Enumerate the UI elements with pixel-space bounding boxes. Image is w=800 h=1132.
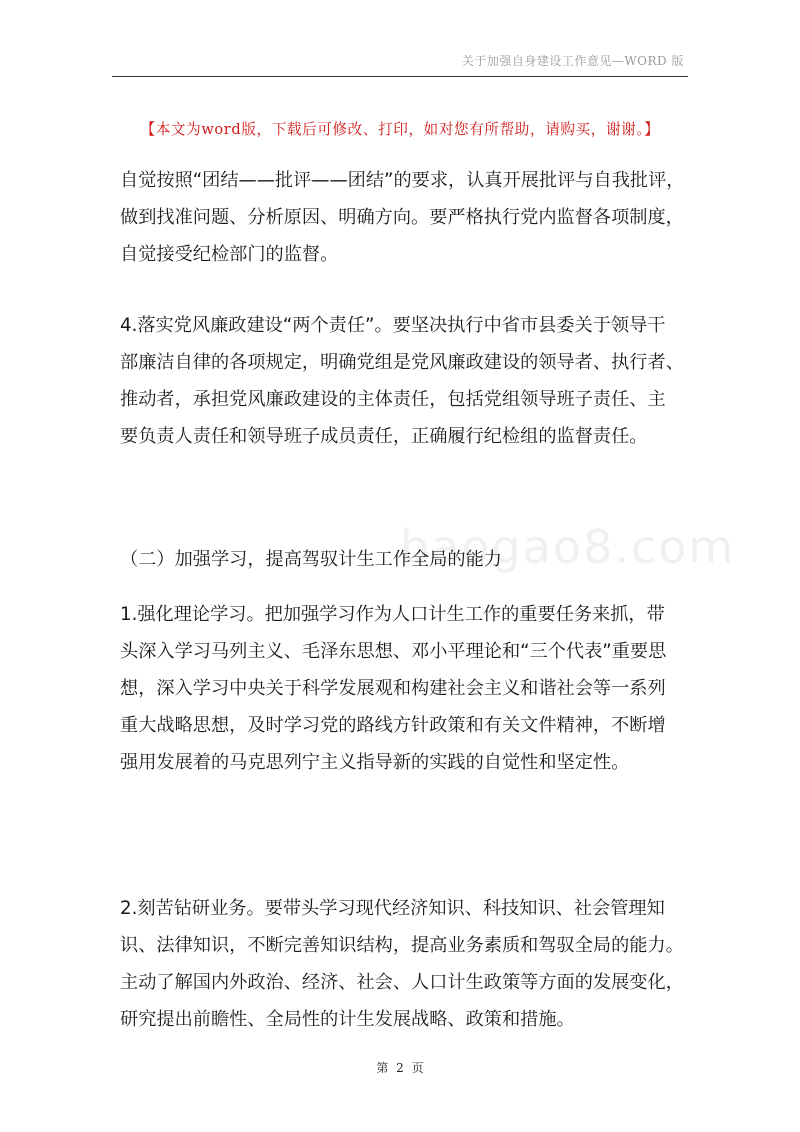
header-title: 关于加强自身建设工作意见—WORD 版 [461, 54, 684, 68]
section-heading: （二）加强学习，提高驾驭计生工作全局的能力 [120, 549, 502, 570]
text-line: 要负责人责任和领导班子成员责任，正确履行纪检组的监督责任。 [120, 426, 648, 447]
text-line: 强用发展着的马克思列宁主义指导新的实践的自觉性和坚定性。 [120, 752, 630, 773]
footer-suffix: 页 [411, 1061, 424, 1075]
text-line: 推动者，承担党风廉政建设的主体责任，包括党组领导班子责任、主 [120, 389, 666, 410]
text-line: 主动了解国内外政治、经济、社会、人口计生政策等方面的发展变化， [120, 972, 684, 993]
text-line: 2.刻苦钻研业务。要带头学习现代经济知识、科技知识、社会管理知 [120, 898, 665, 919]
text-line: 头深入学习马列主义、毛泽东思想、邓小平理论和“三个代表”重要思 [120, 641, 667, 662]
paragraph-business-study [120, 890, 690, 1038]
page-header [112, 52, 688, 77]
text-line: 部廉洁自律的各项规定，明确党组是党风廉政建设的领导者、执行者、 [120, 352, 684, 373]
text-line: 自觉接受纪检部门的监督。 [120, 244, 339, 265]
text-line: 1.强化理论学习。把加强学习作为人口计生工作的重要任务来抓，带 [120, 604, 665, 625]
page-footer [0, 1059, 800, 1076]
purchase-notice: 【本文为word版，下载后可修改、打印，如对您有所帮助，请购买，谢谢。】 [140, 121, 660, 138]
text-line: 想，深入学习中央关于科学发展观和构建社会主义和谐社会等一系列 [120, 678, 666, 699]
paragraph-theory-study [120, 596, 690, 781]
paragraph-criticism [120, 162, 690, 273]
page-number: 2 [396, 1061, 404, 1075]
text-line: 做到找准问题、分析原因、明确方向。要严格执行党内监督各项制度， [120, 207, 684, 228]
text-line: 4.落实党风廉政建设“两个责任”。要坚决执行中省市县委关于领导干 [120, 315, 666, 336]
text-line: 研究提出前瞻性、全局性的计生发展战略、政策和措施。 [120, 1009, 575, 1030]
text-line: 识、法律知识，不断完善知识结构，提高业务素质和驾驭全局的能力。 [120, 935, 684, 956]
watermark: baogao8.com [400, 520, 736, 574]
paragraph-two-responsibilities [120, 307, 690, 455]
footer-prefix: 第 [376, 1061, 389, 1075]
text-line: 重大战略思想，及时学习党的路线方针政策和有关文件精神，不断增 [120, 715, 666, 736]
text-line: 自觉按照“团结——批评——团结”的要求，认真开展批评与自我批评， [120, 170, 685, 191]
